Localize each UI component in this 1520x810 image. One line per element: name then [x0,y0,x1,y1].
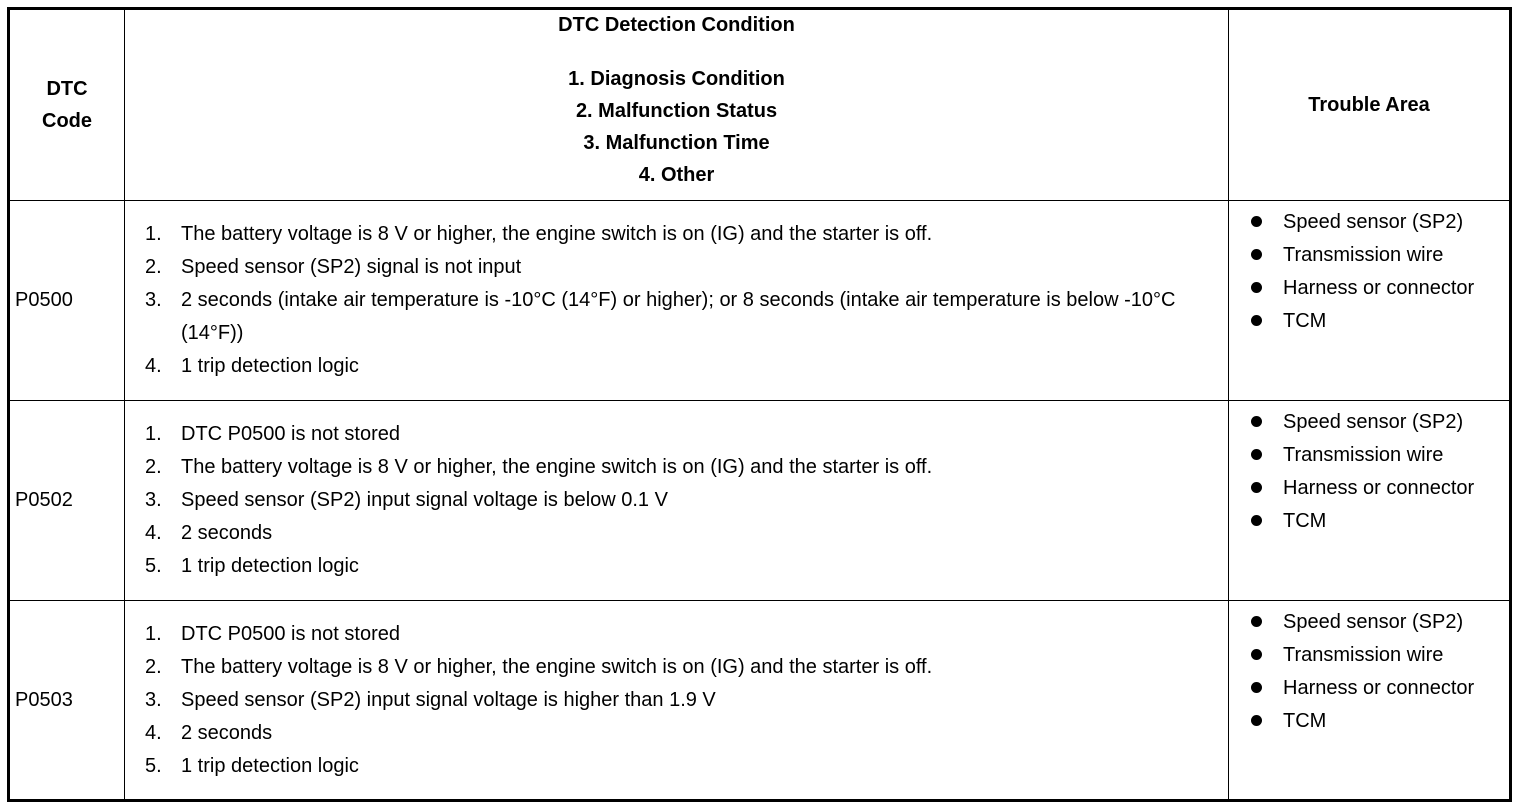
condition-item [145,218,1228,251]
trouble-area-item [1251,473,1503,503]
condition-item [145,517,1228,550]
dtc-code-cell: P0503 [9,601,125,801]
bullet-icon [1251,649,1262,660]
condition-text: 2 seconds (intake air temperature is -10°C (14°F) or higher); or 8 seconds (intake air temperature is below -10°C (14°F)) [181,289,1176,344]
header-dtc-code-line1: DTC [46,78,88,100]
header-condition-item: 1. Diagnosis Condition [568,68,785,90]
condition-text: DTC P0500 is not stored [181,423,400,445]
bullet-icon [1251,216,1262,227]
bullet-icon [1251,482,1262,493]
condition-text: The battery voltage is 8 V or higher, the engine switch is on (IG) and the starter is off. [181,655,933,678]
trouble-area-item [1251,673,1503,703]
trouble-area-text: TCM [1283,710,1327,732]
condition-number: 5. [145,754,162,777]
condition-text: Speed sensor (SP2) input signal voltage is below 0.1 V [181,489,668,511]
trouble-area-item [1251,407,1503,437]
trouble-area-item [1251,607,1503,637]
condition-text: 2 seconds [181,721,273,744]
dtc-table [7,7,1512,802]
trouble-area-text: Harness or connector [1283,277,1475,299]
condition-number: 3. [145,289,162,311]
trouble-area-item [1251,440,1503,470]
dtc-code-cell: P0502 [9,401,125,601]
trouble-area-text: Transmission wire [1283,244,1444,266]
trouble-area-item [1251,306,1503,336]
condition-text: The battery voltage is 8 V or higher, the engine switch is on (IG) and the starter is off. [181,223,933,245]
condition-number: 5. [145,555,162,577]
table-row [9,401,1511,601]
condition-item [145,550,1228,583]
trouble-area-item [1251,640,1503,670]
condition-number: 1. [145,622,162,645]
header-condition-item: 2. Malfunction Status [575,100,778,122]
condition-number: 4. [145,721,162,744]
table-row [9,201,1511,401]
trouble-area-text: Speed sensor (SP2) [1283,211,1464,233]
condition-list [145,218,1228,383]
condition-number: 2. [145,655,162,678]
header-condition-item: 3. Malfunction Time [583,132,770,154]
bullet-icon [1251,449,1262,460]
condition-item [145,618,1228,651]
header-detection-condition [125,9,1229,201]
condition-text: 2 seconds [181,522,273,544]
header-condition-title: DTC Detection Condition [558,14,795,36]
condition-number: 2. [145,256,162,278]
dtc-code-cell: P0500 [9,201,125,401]
condition-number: 2. [145,456,162,478]
bullet-icon [1251,282,1262,293]
condition-text: The battery voltage is 8 V or higher, the engine switch is on (IG) and the starter is off. [181,456,933,478]
trouble-area-item [1251,207,1503,237]
condition-item [145,418,1228,451]
condition-text: 1 trip detection logic [181,355,359,377]
condition-item [145,350,1228,383]
condition-text: DTC P0500 is not stored [181,622,400,645]
trouble-area-list [1251,207,1503,336]
trouble-area-cell [1229,201,1511,401]
trouble-area-item [1251,240,1503,270]
detection-condition-cell [125,601,1229,801]
condition-number: 4. [145,355,162,377]
trouble-area-list [1251,607,1503,736]
bullet-icon [1251,715,1262,726]
condition-text: 1 trip detection logic [181,555,359,577]
trouble-area-text: Speed sensor (SP2) [1283,411,1464,433]
bullet-icon [1251,682,1262,693]
bullet-icon [1251,616,1262,627]
trouble-area-item [1251,706,1503,736]
trouble-area-text: Harness or connector [1283,477,1475,499]
bullet-icon [1251,315,1262,326]
trouble-area-text: Harness or connector [1283,677,1475,699]
header-condition-item: 4. Other [638,164,715,186]
condition-item [145,284,1228,350]
detection-condition-cell [125,201,1229,401]
trouble-area-item [1251,506,1503,536]
bullet-icon [1251,416,1262,427]
condition-item [145,484,1228,517]
condition-item [145,651,1228,684]
condition-number: 4. [145,522,162,544]
condition-list [145,418,1228,583]
trouble-area-text: Transmission wire [1283,644,1444,666]
condition-number: 3. [145,688,162,711]
condition-item [145,251,1228,284]
condition-item [145,684,1228,717]
condition-item [145,451,1228,484]
trouble-area-text: Transmission wire [1283,444,1444,466]
condition-text: 1 trip detection logic [181,754,359,777]
condition-number: 3. [145,489,162,511]
condition-number: 1. [145,423,162,445]
table-row [9,601,1511,801]
bullet-icon [1251,515,1262,526]
condition-text: Speed sensor (SP2) signal is not input [181,256,522,278]
header-dtc-code [9,9,125,201]
trouble-area-item [1251,273,1503,303]
condition-text: Speed sensor (SP2) input signal voltage is higher than 1.9 V [181,688,716,711]
header-trouble-area: Trouble Area [1229,9,1511,201]
condition-item [145,717,1228,750]
header-dtc-code-line2: Code [42,110,92,132]
condition-list [145,618,1228,783]
trouble-area-text: TCM [1283,510,1327,532]
trouble-area-list [1251,407,1503,536]
condition-item [145,750,1228,783]
bullet-icon [1251,249,1262,260]
trouble-area-text: TCM [1283,310,1327,332]
trouble-area-cell [1229,401,1511,601]
detection-condition-cell [125,401,1229,601]
header-row [9,9,1511,201]
trouble-area-text: Speed sensor (SP2) [1283,611,1464,633]
condition-number: 1. [145,223,162,245]
trouble-area-cell [1229,601,1511,801]
